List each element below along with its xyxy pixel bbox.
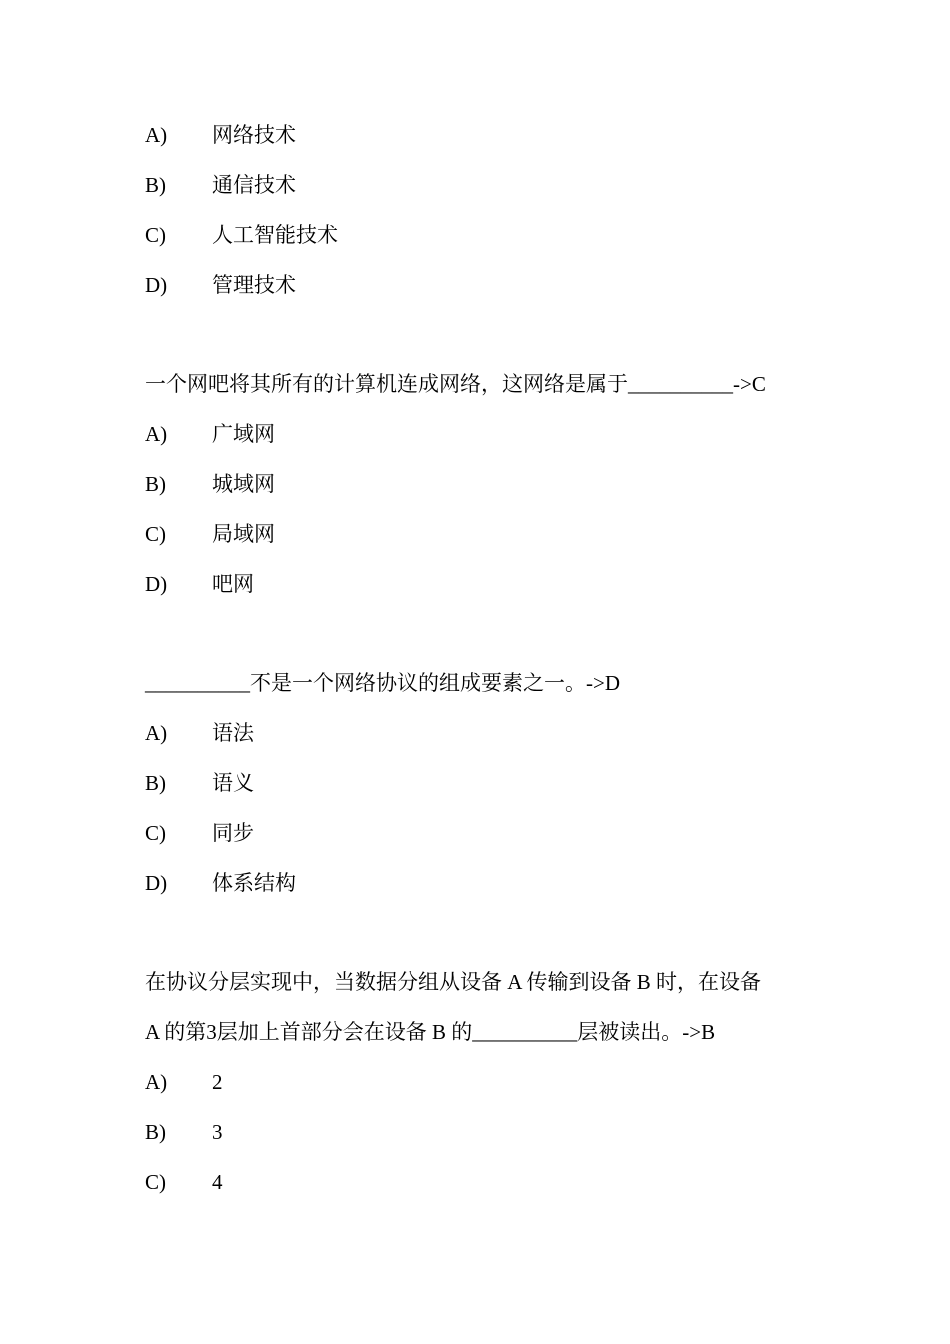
option-text: 城域网 [212,472,275,496]
option-letter: C) [145,522,166,546]
option-row [145,1068,223,1096]
option-letter: A) [145,123,168,147]
option-text: 局域网 [212,522,275,546]
option-text: 2 [212,1070,223,1094]
option-row [145,271,296,299]
option-letter: B) [145,173,166,197]
option-text: 通信技术 [212,173,296,197]
option-text: 广域网 [212,422,275,446]
option-row [145,819,254,847]
option-row [145,570,254,598]
option-text: 语法 [212,721,254,745]
option-letter: A) [145,422,168,446]
option-text: 同步 [212,821,254,845]
option-text: 吧网 [212,572,254,596]
option-row [145,1168,223,1196]
option-row [145,769,254,797]
option-row [145,221,338,249]
option-letter: C) [145,1170,166,1194]
option-row [145,520,275,548]
option-text: 3 [212,1120,223,1144]
option-text: 4 [212,1170,223,1194]
option-text: 管理技术 [212,273,296,297]
option-letter: B) [145,1120,166,1144]
question-text: 一个网吧将其所有的计算机连成网络，这网络是属于__________->C [145,372,766,396]
option-text: 语义 [212,771,254,795]
option-row [145,121,296,149]
question-text: __________不是一个网络协议的组成要素之一。->D [145,671,621,695]
option-text: 人工智能技术 [212,223,338,247]
option-row [145,470,275,498]
option-row [145,1118,223,1146]
option-row [145,869,296,897]
option-text: 网络技术 [212,123,296,147]
option-text: 体系结构 [212,871,296,895]
question-text: A 的第3层加上首部分会在设备 B 的__________层被读出。->B [145,1020,716,1044]
question-text: 在协议分层实现中，当数据分组从设备 A 传输到设备 B 时，在设备 [145,970,762,994]
option-row [145,171,296,199]
option-letter: A) [145,721,168,745]
option-row [145,719,254,747]
option-letter: D) [145,273,168,297]
option-letter: A) [145,1070,168,1094]
option-letter: D) [145,572,168,596]
option-letter: B) [145,771,166,795]
option-letter: C) [145,821,166,845]
option-letter: D) [145,871,168,895]
option-row [145,420,275,448]
option-letter: C) [145,223,166,247]
option-letter: B) [145,472,166,496]
